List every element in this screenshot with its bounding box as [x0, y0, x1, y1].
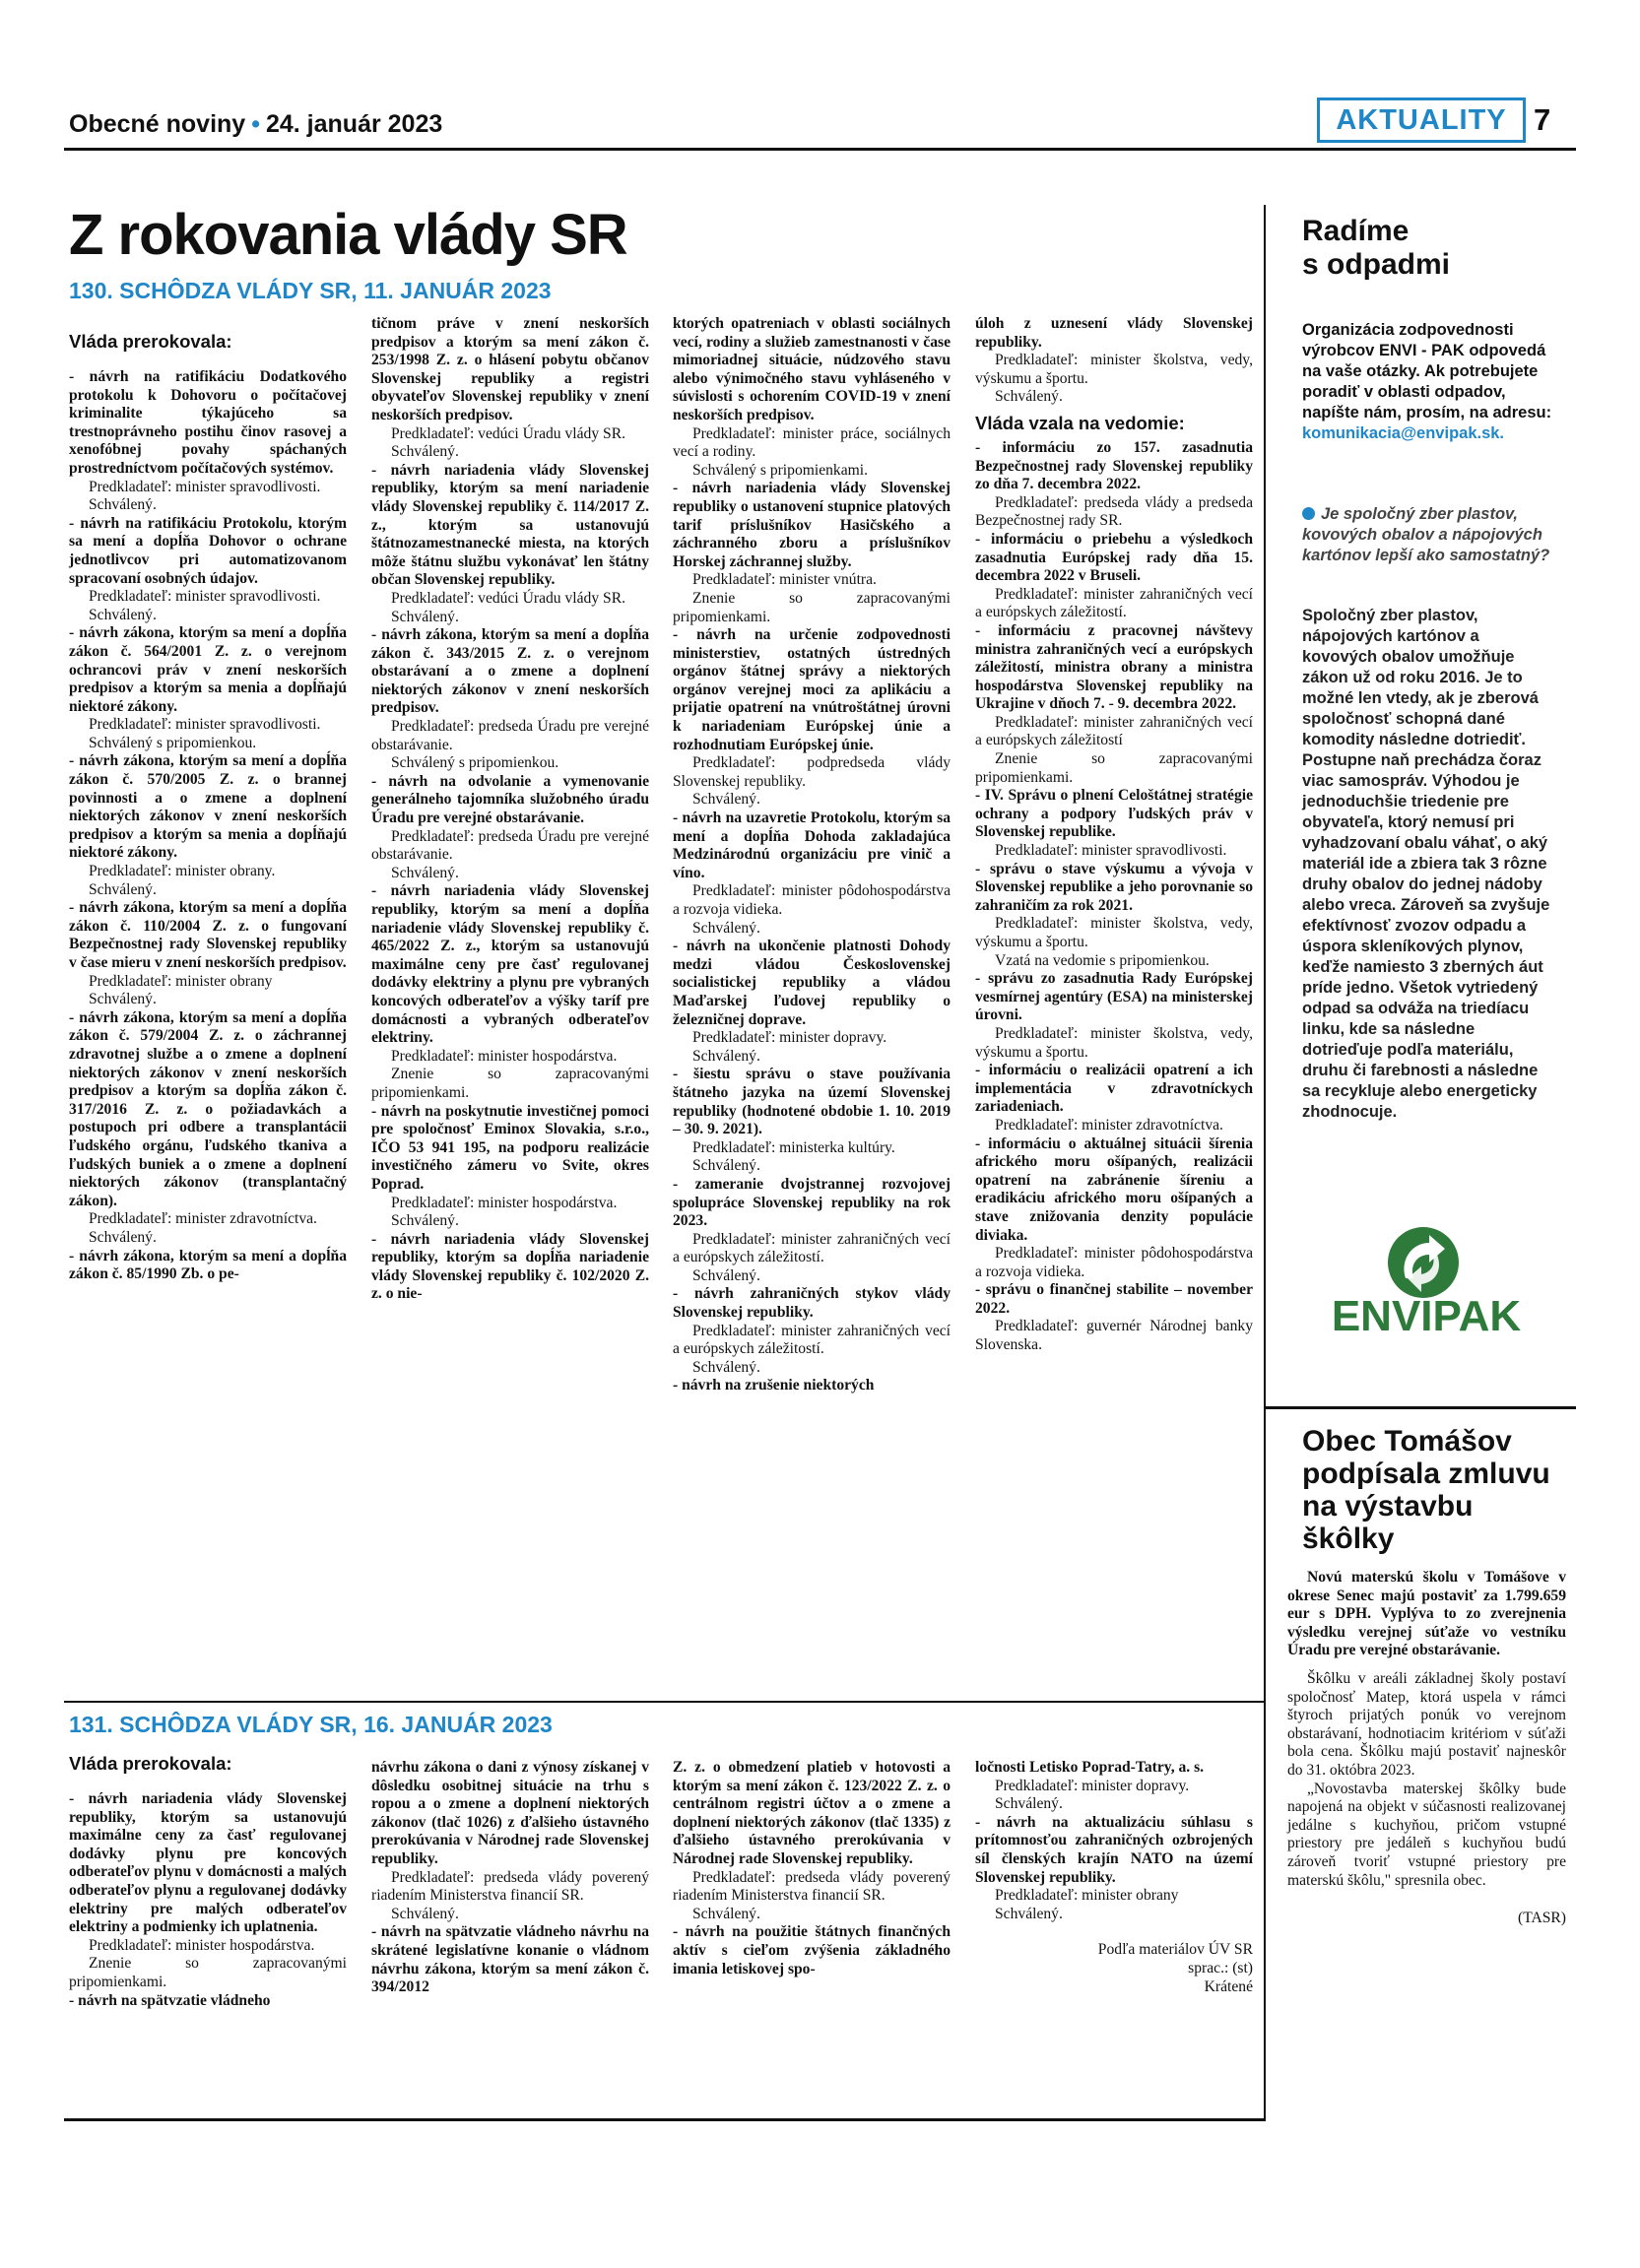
agenda-note: Predkladateľ: vedúci Úradu vlády SR. — [391, 589, 626, 607]
agenda-item: návrhu zákona o dani z výnosy získanej v dôsledku osobitnej situácie na trhu s ropou a o zmene a doplnení niektorých zákonov (tlač 1026) z ďalšieho ústavného prerokúvania v Národnej rade Slovenskej republiky. — [371, 1759, 649, 1867]
paragraph: Škôlku v areáli základnej školy postaví spoločnosť Matep, ktorá uspela v rámci štyroch prijatých ponúk vo verejnom obstarávaní, hodnotiacim kritériom v súťaži bola cena. Škôlku majú postaviť najneskôr do 31. októbra 2023. — [1287, 1669, 1566, 1779]
agenda-note: Predkladateľ: minister zahraničných vecí a európskych záležitostí — [975, 713, 1253, 749]
agenda-note: Schválený. — [89, 991, 157, 1008]
agenda-item: tičnom práve v znení neskorších predpisov a ktorým sa mení zákon č. 253/1998 Z. z. o hlásení pobytu občanov Slovenskej republiky a registri obyvateľov Slovenskej republiky v znení neskorších predpisov. — [371, 315, 649, 423]
agenda-note: Predkladateľ: minister dopravy. — [995, 1777, 1190, 1794]
agenda-item: - návrh nariadenia vlády Slovenskej republiky o ustanovení stupnice platových tarif príslušníkov Hasičského a záchranného zboru a príslušníkov Horskej záchrannej služby. — [673, 480, 951, 570]
agenda-item: - návrh na spätvzatie vládneho návrhu na skrátené legislatívne konanie o vládnom návrhu zákona, ktorým sa mení zákon č. 394/2012 — [371, 1923, 649, 1996]
agenda-note: Predkladateľ: predseda vlády poverený riadením Ministerstva financií SR. — [673, 1868, 951, 1905]
agenda-note: Predkladateľ: minister hospodárstva. — [391, 1194, 618, 1211]
subheading: Vláda prerokovala: — [69, 1753, 232, 1774]
agenda-note: Schválený. — [391, 1212, 459, 1230]
session-131-column-4 — [975, 1759, 1253, 1996]
sidebar-divider — [1264, 1406, 1576, 1409]
agenda-item: - návrh nariadenia vlády Slovenskej republiky, ktorým sa ustanovujú maximálne ceny za časť regulovanej dodávky plynu pre koncových odberateľov plynu v domácnosti a malých odberateľov plynu a regulovanej dodávky elektriny pre malých odberateľov elektriny a podmienky ich uplatnenia. — [69, 1790, 347, 1936]
agenda-note: Predkladateľ: minister spravodlivosti. — [89, 588, 321, 606]
agenda-note: Schválený. — [89, 606, 157, 623]
agenda-item: - návrh zahraničných stykov vlády Slovenskej republiky. — [673, 1285, 951, 1322]
agenda-item: - návrh nariadenia vlády Slovenskej republiky, ktorým sa mení a dopĺňa nariadenie vlády Slovenskej republiky č. 465/2022 Z. z., ktorým sa ustanovujú maximálne ceny pre časť regulovanej dodávky elektriny a plynu pre vybraných koncových odberateľov a výšky taríf pre domácnosti a vybraných odberateľov elektriny. — [371, 882, 649, 1047]
agenda-note: Predkladateľ: minister spravodlivosti. — [89, 716, 321, 734]
agenda-item: - návrh nariadenia vlády Slovenskej republiky, ktorým sa mení nariadenie vlády Slovenskej republiky č. 114/2017 Z. z., ktorým sa ustanovujú štátnozamestnanecké miesta, na ktorých môže štátnu službu vykonávať len štátny občan Slovenskej republiky. — [371, 461, 649, 589]
agenda-note: Schválený. — [692, 919, 760, 937]
agenda-note: Predkladateľ: minister zahraničných vecí a európskych záležitostí. — [975, 585, 1253, 621]
agenda-note: Schválený. — [692, 1358, 760, 1376]
sidebar-waste-question — [1302, 504, 1566, 566]
agenda-note: Schválený. — [995, 1795, 1063, 1813]
agenda-item: - návrh nariadenia vlády Slovenskej republiky, ktorým sa dopĺňa nariadenie vlády Slovenskej republiky č. 102/2020 Z. z. o nie- — [371, 1230, 649, 1303]
publication-name: Obecné noviny — [69, 110, 246, 138]
agenda-note: Predkladateľ: podpredseda vlády Slovenskej republiky. — [673, 754, 951, 790]
agenda-note: Znenie so zapracovanými pripomienkami. — [69, 1955, 347, 1990]
sidebar-waste-title — [1302, 215, 1450, 282]
agenda-item: - návrh na použitie štátnych finančných aktív s cieľom zvýšenia základného imania letiskovej spo- — [673, 1923, 951, 1977]
agenda-note: Predkladateľ: minister obrany. — [89, 863, 276, 880]
agenda-note: Schválený. — [692, 1905, 760, 1922]
agenda-item: - zameranie dvojstrannej rozvojovej spolupráce Slovenskej republiky na rok 2023. — [673, 1175, 951, 1230]
agenda-note: Predkladateľ: guvernér Národnej banky Slovenska. — [975, 1318, 1253, 1354]
agenda-item: - návrh zákona, ktorým sa mení a dopĺňa zákon č. 343/2015 Z. z. o verejnom obstarávaní a o zmene a doplnení niektorých zákonov v znení neskorších predpisov. — [371, 626, 649, 717]
session-131-column-1 — [69, 1751, 347, 2010]
agenda-note: Schválený. — [692, 1157, 760, 1175]
agenda-note: Schválený s pripomienkami. — [692, 461, 868, 479]
paragraph: „Novostavba materskej škôlky bude napojená na objekt v súčasnosti realizovanej jedálne s kuchyňou, pričom vstupné priestory pre jedáleň s kuchyňou budú zároveň tvoriť vstupné priestory pre materskú škôlu," spresnila obec. — [1287, 1780, 1566, 1889]
agenda-note: Predkladateľ: predseda Úradu pre verejné obstarávanie. — [371, 827, 649, 864]
agenda-note: Predkladateľ: predseda Úradu pre verejné obstarávanie. — [371, 718, 649, 753]
agenda-note: Schválený. — [692, 791, 760, 809]
agenda-item: - návrh na ukončenie platnosti Dohody medzi vládou Československej socialistickej republiky a vládou Maďarskej ľudovej republiky o železničnej doprave. — [673, 938, 951, 1028]
agenda-item: - IV. Správu o plnení Celoštátnej stratégie ochrany a podpory ľudských práv v Slovenskej republike. — [975, 787, 1253, 841]
agenda-note: Predkladateľ: minister zahraničných vecí a európskych záležitostí. — [673, 1322, 951, 1358]
agenda-item: - návrh zákona, ktorým sa mení a dopĺňa zákon č. 579/2004 Z. z. o záchrannej zdravotnej službe a o zmene a doplnení niektorých zákonov v znení neskorších predpisov a ktorým sa dopĺňa zákon č. 317/2016 Z. z. o požiadavkách a postupoch pri odbere a transplantácii ľudského orgánu, ľudského tkaniva a ľudských buniek a o zmene a doplnení niektorých zákonov (transplantačný zákon). — [69, 1008, 347, 1209]
agenda-item: - informáciu o aktuálnej situácii šírenia afrického moru ošípaných, realizácii opatrení na zabránenie šíreniu a eradikáciu afrického moru ošípaných a stave znižovania denzity populácie diviaka. — [975, 1134, 1253, 1244]
agenda-note: Schválený. — [89, 1228, 157, 1246]
agenda-note: Schválený. — [692, 1047, 760, 1065]
session-divider — [64, 1701, 1264, 1703]
agenda-item: ločnosti Letisko Poprad-Tatry, a. s. — [975, 1759, 1205, 1776]
source-note — [975, 1941, 1253, 1996]
agenda-note: Schválený. — [995, 388, 1063, 406]
session-130-heading: 130. SCHÔDZA VLÁDY SR, 11. JANUÁR 2023 — [69, 278, 552, 303]
question-text: Je spoločný zber plastov, kovových obalov a nápojových kartónov lepší ako samostatný? — [1302, 505, 1550, 564]
intro-text: Organizácia zodpovednosti výrobcov ENVI - PAK odpovedá na vaše otázky. Ak potrebujete poradiť v oblasti odpadov, napíšte nám, prosím, na adresu: — [1302, 321, 1552, 421]
agenda-note: Predkladateľ: predseda vlády a predseda Bezpečnostnej rady SR. — [975, 493, 1253, 530]
agenda-note: Predkladateľ: minister zdravotníctva. — [995, 1116, 1223, 1134]
session-130-column-2 — [371, 315, 649, 1304]
source-line: Podľa materiálov ÚV SR — [1097, 1941, 1253, 1959]
agenda-item: - správu o stave výskumu a vývoja v Slovenskej republike a jeho porovnanie so zahraničím za rok 2021. — [975, 860, 1253, 914]
agenda-note: Predkladateľ: predseda vlády poverený riadením Ministerstva financií SR. — [371, 1868, 649, 1905]
agenda-item: - návrh na spätvzatie vládneho — [69, 1991, 271, 2009]
agenda-item: ktorých opatreniach v oblasti sociálnych vecí, rodiny a služieb zamestnanosti v čase mimoriadnej situácie, núdzového stavu alebo výnimočného stavu vyhláseného v súvislosti s ochorením COVID-19 v znení neskorších predpisov. — [673, 315, 951, 423]
footer-rule — [64, 2118, 1266, 2121]
agenda-item: - informáciu o priebehu a výsledkoch zasadnutia Európskej rady dňa 15. decembra 2022 v Bruseli. — [975, 530, 1253, 585]
session-131-column-2 — [371, 1759, 649, 1997]
agenda-note: Schválený. — [995, 1905, 1063, 1922]
agenda-note: Vzatá na vedomie s pripomienkou. — [995, 951, 1210, 969]
agenda-note: Predkladateľ: minister spravodlivosti. — [995, 842, 1227, 860]
lead-paragraph: Novú materskú školu v Tomášove v okrese Senec majú postaviť za 1.799.659 eur s DPH. Vyplýva to zo zverejnenia výsledku verejnej súťaže vo vestníku Úradu pre verejné obstarávanie. — [1287, 1569, 1566, 1659]
agenda-note: Znenie so zapracovanými pripomienkami. — [975, 750, 1253, 786]
agenda-note: Predkladateľ: vedúci Úradu vlády SR. — [391, 424, 626, 442]
agenda-note: Predkladateľ: minister hospodárstva. — [89, 1936, 315, 1954]
subheading: Vláda vzala na vedomie: — [975, 412, 1185, 433]
agenda-note: Znenie so zapracovanými pripomienkami. — [673, 589, 951, 625]
agenda-note: Predkladateľ: minister zdravotníctva. — [89, 1210, 317, 1228]
column-divider — [1264, 205, 1266, 2120]
agenda-note: Predkladateľ: minister obrany — [89, 972, 273, 990]
contact-email-link[interactable]: komunikacia@envipak.sk. — [1302, 424, 1505, 442]
subheading: Vláda prerokovala: — [69, 331, 232, 352]
header-rule — [64, 148, 1576, 151]
agenda-note: Predkladateľ: minister práce, sociálnych vecí a rodiny. — [673, 424, 951, 461]
agenda-item: - návrh na ratifikáciu Dodatkového protokolu k Dohovoru o počítačovej kriminalite týkajúceho sa trestnoprávneho postihu činov rasovej a xenofóbnej povahy spáchaných prostredníctvom počítačových systémov. — [69, 368, 347, 477]
agenda-item: - návrh na aktualizáciu súhlasu s prítomnosťou zahraničných ozbrojených síl členských krajín NATO na území Slovenskej republiky. — [975, 1813, 1253, 1886]
agenda-item: - návrh na ratifikáciu Protokolu, ktorým sa mení a dopĺňa Dohovor o ochrane jednotlivcov pri automatizovanom spracovaní osobných údajov. — [69, 514, 347, 587]
agenda-note: Schválený. — [391, 443, 459, 461]
envipak-logo-text: ENVIPAK — [1331, 1292, 1522, 1340]
agenda-note: Predkladateľ: minister školstva, vedy, výskumu a športu. — [975, 915, 1253, 950]
agenda-item: úloh z uznesení vlády Slovenskej republiky. — [975, 315, 1253, 351]
agenda-item: - návrh na poskytnutie investičnej pomoci pre spoločnosť Eminox Slovakia, s.r.o., IČO 53 941 195, na podporu realizácie investičného zámeru vo Svite, okres Poprad. — [371, 1102, 649, 1193]
sidebar-school-title: Obec Tomášov podpísala zmluvu na výstavbu škôlky — [1302, 1425, 1550, 1555]
sidebar-school-body — [1287, 1569, 1566, 1928]
agenda-item: - správu o finančnej stabilite – november 2022. — [975, 1281, 1253, 1317]
agenda-note: Predkladateľ: minister školstva, vedy, výskumu a športu. — [975, 352, 1253, 387]
section-badge: AKTUALITY — [1317, 97, 1526, 143]
agenda-item: - správu zo zasadnutia Rady Európskej vesmírnej agentúry (ESA) na ministerskej úrovni. — [975, 970, 1253, 1024]
agenda-item: Z. z. o obmedzení platieb v hotovosti a ktorým sa mení zákon č. 123/2022 Z. z. o centrálnom registri účtov a o zmene a doplnení niektorých zákonov (tlač 1335) z ďalšieho ústavného prerokúvania v Národnej rade Slovenskej republiky. — [673, 1759, 951, 1867]
agenda-item: - informáciu o realizácii opatrení a ich implementácia v zdravotníckych zariadeniach. — [975, 1062, 1253, 1116]
title-line: s odpadmi — [1302, 248, 1451, 281]
agenda-note: Predkladateľ: minister pôdohospodárstva a rozvoja vidieka. — [975, 1245, 1253, 1280]
session-131-heading: 131. SCHÔDZA VLÁDY SR, 16. JANUÁR 2023 — [69, 1712, 553, 1737]
agenda-note: Schválený. — [391, 864, 459, 881]
masthead — [69, 110, 442, 139]
agenda-item: - šiestu správu o stave používania štátneho jazyka na území Slovenskej republiky (hodnotené obdobie 1. 10. 2019 – 30. 9. 2021). — [673, 1066, 951, 1138]
agenda-item: - návrh na uzavretie Protokolu, ktorým sa mení a dopĺňa Dohoda zakladajúca Medzinárodnú organizáciu pre vinič a víno. — [673, 810, 951, 881]
agenda-note: Predkladateľ: minister obrany — [995, 1887, 1179, 1905]
agenda-item: - návrh zákona, ktorým sa mení a dopĺňa zákon č. 564/2001 Z. z. o verejnom ochrancovi práv v znení neskorších predpisov a ktorým sa menia a dopĺňajú niektoré zákony. — [69, 624, 347, 715]
agenda-item: - návrh zákona, ktorým sa mení a dopĺňa zákon č. 85/1990 Zb. o pe- — [69, 1247, 347, 1283]
agenda-note: Predkladateľ: ministerka kultúry. — [692, 1138, 895, 1156]
source-note: (TASR) — [1518, 1910, 1566, 1927]
agenda-note: Predkladateľ: minister hospodárstva. — [391, 1047, 618, 1065]
agenda-item: - návrh zákona, ktorým sa mení a dopĺňa zákon č. 110/2004 Z. z. o fungovaní Bezpečnostnej rady Slovenskej republiky v čase mieru v znení neskorších predpisov. — [69, 899, 347, 971]
sidebar-waste-answer: Spoločný zber plastov, nápojových kartónov a kovových obalov umožňuje zákon už od roku 2016. Je to možné len vtedy, ak je zberová spoločnosť schopná dané komodity následne dotriediť. Postupne naň prechádza čoraz viac samospráv. Výhodou je jednoduchšie triedenie pre obyvateľa, ktorý nemusí pri vyhadzovaní obalu váhať, o aký materiál ide a zbiera tak 3 rôzne druhy obalov do jednej nádoby alebo vreca. Zároveň sa zvyšuje efektívnosť zvozov odpadu a úspora skleníkových plynov, keďže namiesto 3 zberných áut príde jedno. Všetok vytriedený odpad sa odváža na triedíacu linku, kde sa následne dotrieďuje podľa materiálu, druhu či farebnosti a následne sa recykluje alebo energeticky zhodnocuje. — [1302, 607, 1550, 1121]
agenda-item: - návrh na odvolanie a vymenovanie generálneho tajomníka služobného úradu Úradu pre verejné obstarávanie. — [371, 772, 649, 827]
agenda-note: Predkladateľ: minister vnútra. — [692, 571, 877, 589]
agenda-item: - informáciu z pracovnej návštevy ministra zahraničných vecí a európskych záležitostí, ministra obrany a ministra hospodárstva Slovenskej republiky na Ukrajine v dňoch 7. - 9. decembra 2022. — [975, 621, 1253, 713]
agenda-note: Schválený. — [89, 496, 157, 514]
source-line: Krátené — [1204, 1977, 1253, 1995]
session-130-column-3 — [673, 315, 951, 1395]
page-number: 7 — [1534, 102, 1551, 137]
agenda-note: Schválený. — [391, 608, 459, 625]
agenda-note: Znenie so zapracovanými pripomienkami. — [371, 1066, 649, 1101]
agenda-note: Schválený. — [391, 1905, 459, 1922]
page-title: Z rokovania vlády SR — [69, 203, 627, 267]
session-131-column-3 — [673, 1759, 951, 1978]
agenda-note: Predkladateľ: minister školstva, vedy, výskumu a športu. — [975, 1024, 1253, 1061]
session-130-column-4 — [975, 315, 1253, 1355]
sidebar-waste-intro — [1302, 320, 1556, 444]
agenda-note: Schválený s pripomienkou. — [391, 754, 559, 772]
agenda-note: Schválený. — [692, 1266, 760, 1284]
agenda-note: Predkladateľ: minister dopravy. — [692, 1029, 887, 1047]
bullet-icon — [1302, 507, 1315, 520]
agenda-item: - informáciu zo 157. zasadnutia Bezpečnostnej rady Slovenskej republiky zo dňa 7. decembra 2022. — [975, 438, 1253, 493]
agenda-note: Schválený s pripomienkou. — [89, 734, 257, 751]
agenda-note: Schválený. — [89, 880, 157, 898]
agenda-note: Predkladateľ: minister zahraničných vecí a európskych záležitostí. — [673, 1230, 951, 1266]
session-130-column-1 — [69, 329, 347, 1284]
session-131-items — [975, 1759, 1253, 1923]
agenda-note: Predkladateľ: minister spravodlivosti. — [89, 478, 321, 495]
issue-date: 24. január 2023 — [265, 110, 443, 138]
source-line: sprac.: (st) — [1188, 1959, 1253, 1976]
agenda-item: - návrh na určenie zodpovednosti ministerstiev, ostatných ústredných orgánov štátnej správy a niektorých orgánov verejnej moci za aplikáciu a prijatie opatrení na vnútroštátnej úrovni k nariadeniam Európskej únie a rozhodnutiam Európskej únie. — [673, 626, 951, 753]
separator-dot: • — [251, 110, 260, 138]
title-line: Radíme — [1302, 215, 1410, 247]
agenda-item: - návrh zákona, ktorým sa mení a dopĺňa zákon č. 570/2005 Z. z. o brannej povinnosti a o zmene a doplnení niektorých zákonov v znení neskorších predpisov a ktorým sa menia a dopĺňajú niektoré zákony. — [69, 752, 347, 862]
agenda-note: Predkladateľ: minister pôdohospodárstva a rozvoja vidieka. — [673, 882, 951, 918]
agenda-item: - návrh na zrušenie niektorých — [673, 1377, 875, 1394]
